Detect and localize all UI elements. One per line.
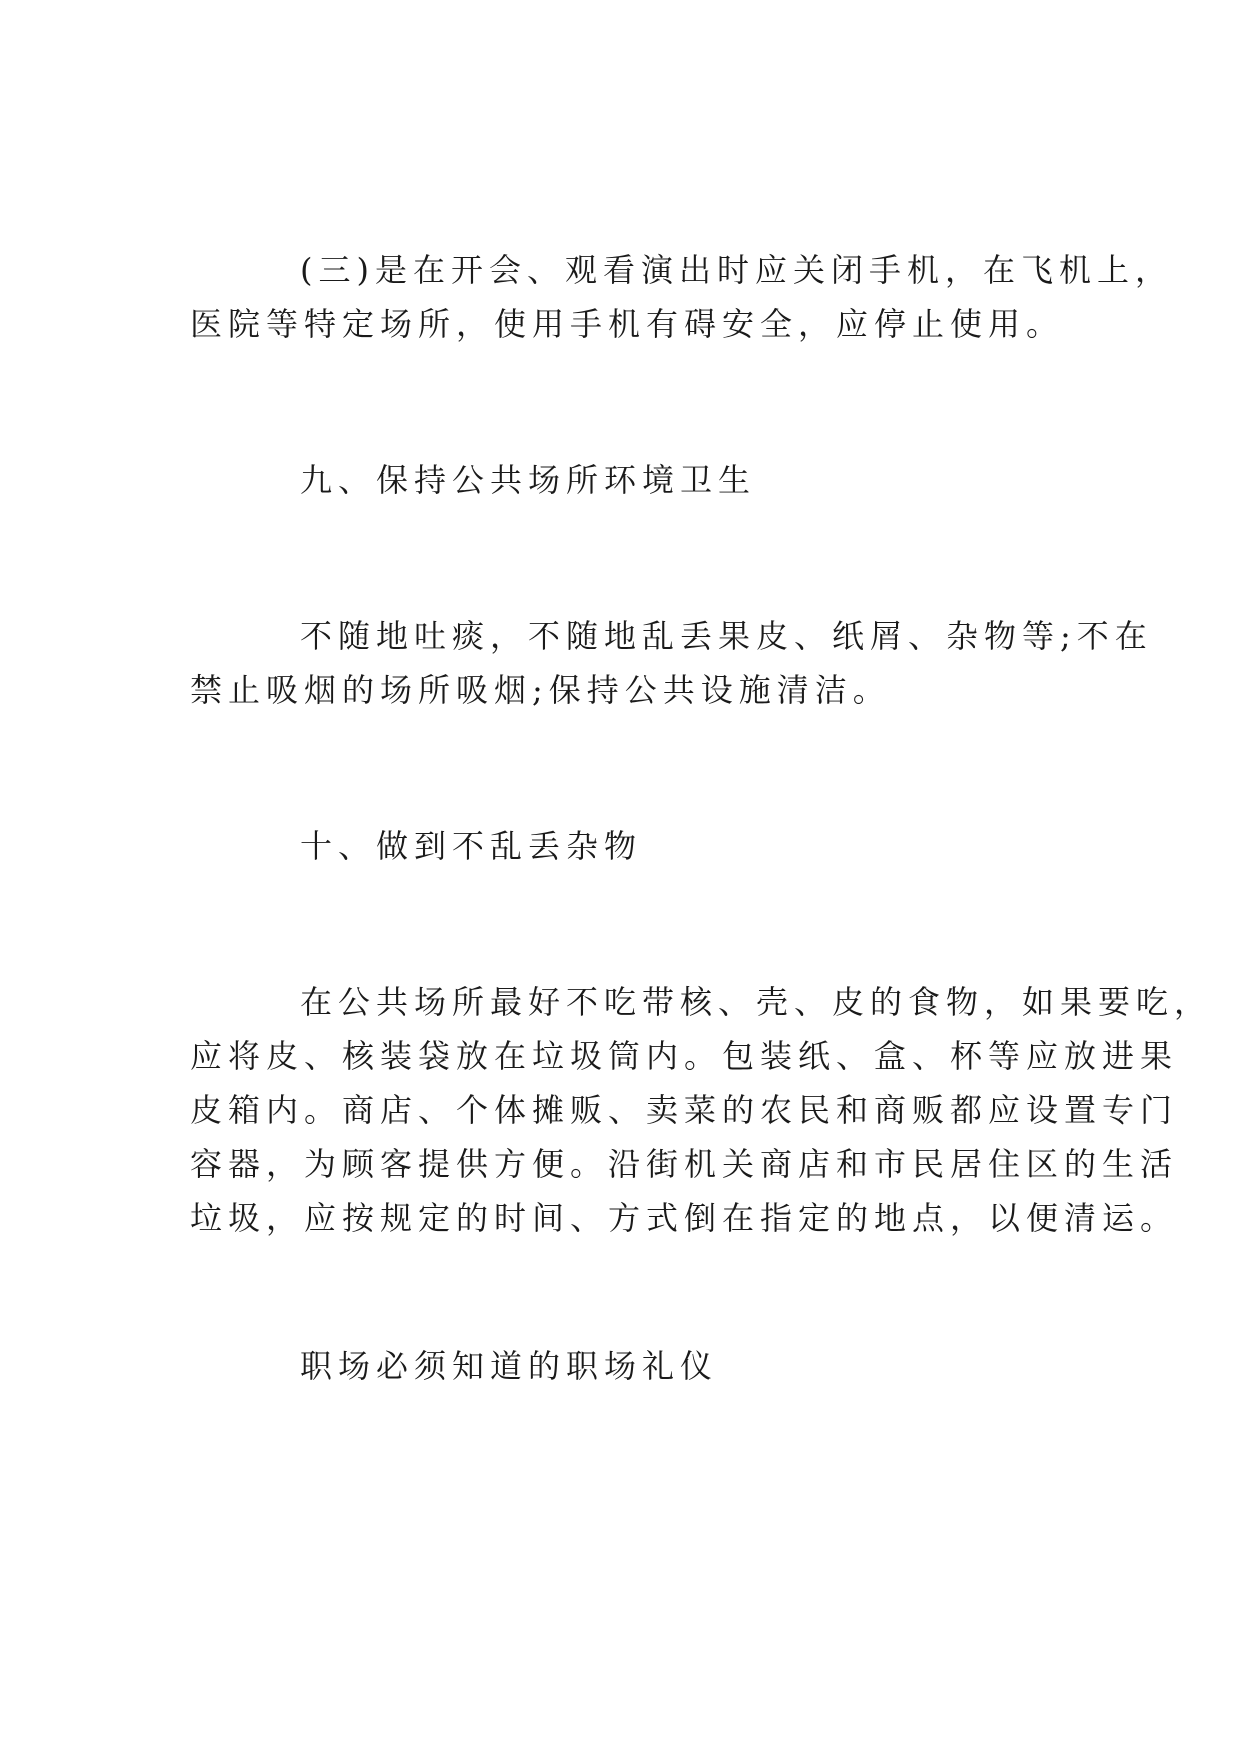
section-heading-10: 十、做到不乱丢杂物 xyxy=(300,827,643,865)
paragraph-line: 容器，为顾客提供方便。沿街机关商店和市民居住区的生活 xyxy=(190,1145,1179,1183)
section-heading-9: 九、保持公共场所环境卫生 xyxy=(300,461,757,499)
paragraph-line: 应将皮、核装袋放在垃圾筒内。包装纸、盒、杯等应放进果 xyxy=(190,1037,1179,1075)
paragraph-line: 在公共场所最好不吃带核、壳、皮的食物，如果要吃， xyxy=(300,983,1213,1021)
paragraph-line: 皮箱内。商店、个体摊贩、卖菜的农民和商贩都应设置专门 xyxy=(190,1091,1179,1129)
paragraph-line: 医院等特定场所，使用手机有碍安全，应停止使用。 xyxy=(190,305,1065,343)
paragraph-line: (三)是在开会、观看演出时应关闭手机，在飞机上， xyxy=(300,251,1173,289)
paragraph-line: 禁止吸烟的场所吸烟;保持公共设施清洁。 xyxy=(190,671,891,709)
paragraph-line: 不随地吐痰，不随地乱丢果皮、纸屑、杂物等;不在 xyxy=(300,617,1153,655)
paragraph-line: 垃圾，应按规定的时间、方式倒在指定的地点，以便清运。 xyxy=(190,1199,1179,1237)
section-heading: 职场必须知道的职场礼仪 xyxy=(300,1347,719,1385)
